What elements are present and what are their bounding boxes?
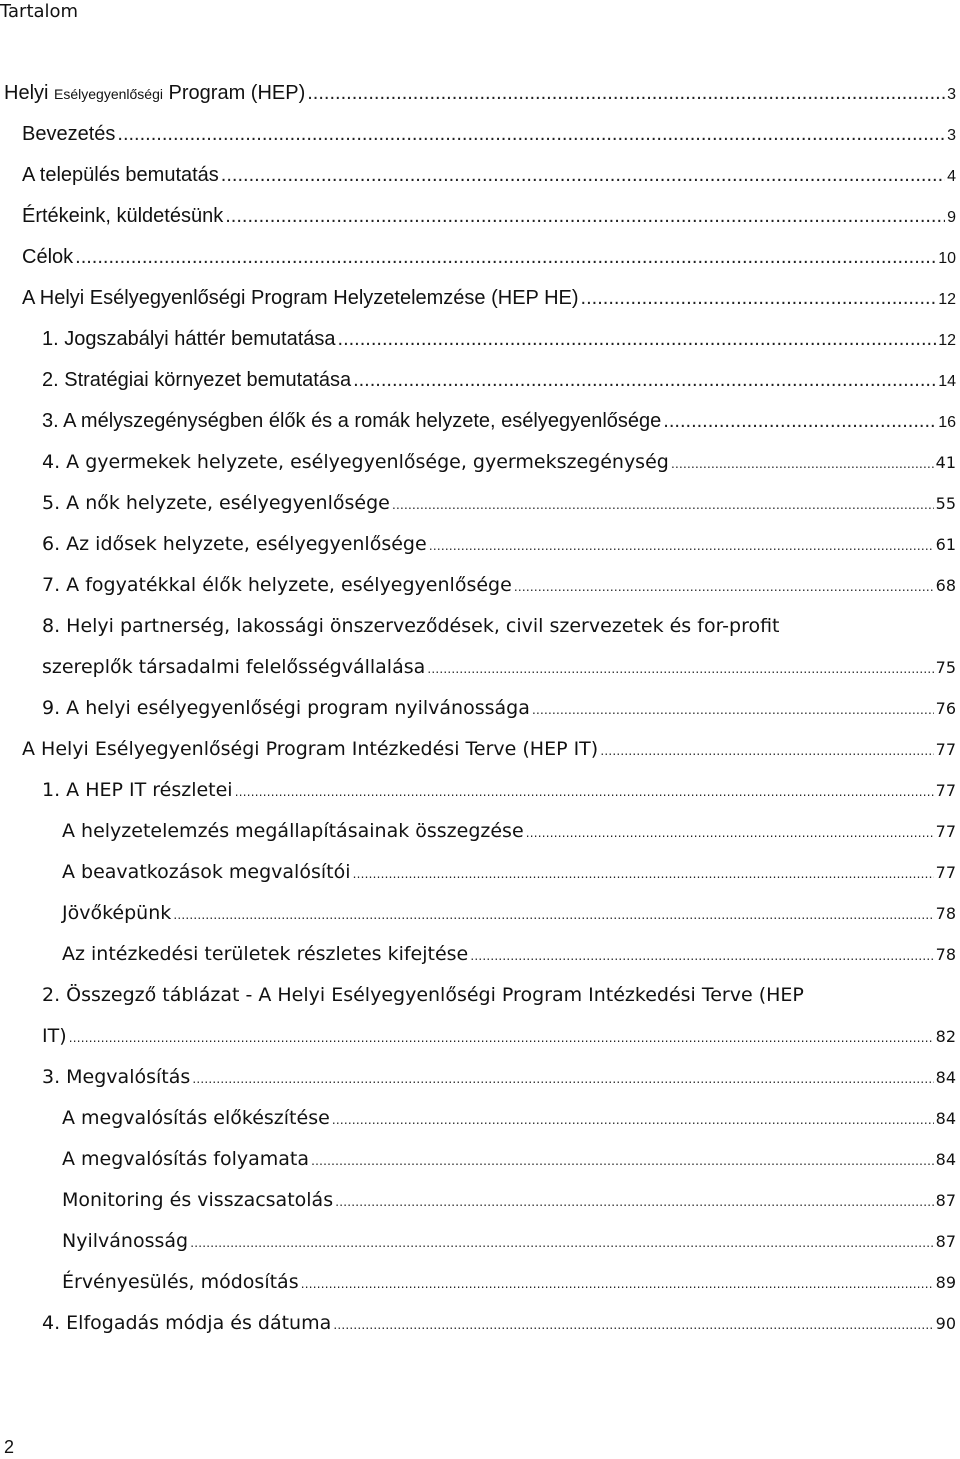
toc-entry-label: A megvalósítás előkészítése xyxy=(62,1107,330,1129)
toc-leader-dots xyxy=(311,1144,934,1176)
toc-entry-label: Bevezetés xyxy=(22,123,116,145)
toc-leader-dots xyxy=(221,160,945,190)
toc-page-number: 78 xyxy=(935,945,956,964)
toc-entry-label: 1. Jogszabályi háttér bemutatása xyxy=(42,328,336,350)
toc-entry[interactable] xyxy=(0,78,960,108)
toc-page-number: 12 xyxy=(938,332,956,349)
toc-leader-dots xyxy=(671,447,934,479)
toc-entry-label: 3. A mélyszegénységben élők és a romák helyzete, esélyegyenlősége xyxy=(42,410,662,432)
toc-page-number: 14 xyxy=(938,373,956,390)
toc-entry-label: Nyilvánosság xyxy=(62,1230,189,1252)
toc-entry-label: 7. A fogyatékkal élők helyzete, esélyegyenlősége xyxy=(42,574,512,596)
toc-page-number: 10 xyxy=(938,250,956,267)
toc-entry[interactable] xyxy=(0,693,960,723)
toc-leader-dots xyxy=(600,734,933,766)
toc-page-number: 87 xyxy=(935,1191,956,1210)
toc-entry[interactable] xyxy=(0,365,960,395)
toc-leader-dots xyxy=(335,1185,934,1217)
toc-leader-dots xyxy=(353,365,936,395)
toc-leader-dots xyxy=(173,898,933,930)
toc-entry[interactable] xyxy=(0,1226,960,1256)
toc-entry[interactable] xyxy=(0,1062,960,1092)
toc-entry[interactable] xyxy=(0,324,960,354)
toc-leader-dots xyxy=(301,1267,934,1299)
toc-entry-label: A Helyi Esélyegyenlőségi Program Helyzetelemzése (HEP HE) xyxy=(22,287,579,309)
toc-entry-label: Jövőképünk xyxy=(62,902,172,924)
toc-leader-dots xyxy=(190,1226,934,1258)
toc-leader-dots xyxy=(333,1308,933,1340)
toc-entry-label: Célok xyxy=(22,246,74,268)
toc-entry[interactable] xyxy=(0,570,960,600)
toc-page-number: 77 xyxy=(935,863,956,882)
toc-entry-label-part: Helyi xyxy=(4,82,55,104)
toc-leader-dots xyxy=(532,693,934,725)
toc-page-number: 77 xyxy=(935,740,956,759)
toc-entry[interactable] xyxy=(0,406,960,436)
toc-entry[interactable] xyxy=(0,1185,960,1215)
toc-entry-label: 4. Elfogadás módja és dátuma xyxy=(42,1312,332,1334)
toc-entry[interactable] xyxy=(0,160,960,190)
toc-leader-dots xyxy=(192,1062,933,1094)
toc-entry-label: 2. Stratégiai környezet bemutatása xyxy=(42,369,352,391)
toc-page-number: 12 xyxy=(938,291,956,308)
toc-leader-dots xyxy=(427,652,933,684)
toc-leader-dots xyxy=(332,1103,934,1135)
toc-page-number: 55 xyxy=(935,494,956,513)
toc-leader-dots xyxy=(235,775,934,807)
toc-page-number: 4 xyxy=(947,168,956,185)
toc-entry-label: A beavatkozások megvalósítói xyxy=(62,861,351,883)
toc-entry-label: 3. Megvalósítás xyxy=(42,1066,191,1088)
page-title: Tartalom xyxy=(0,1,79,22)
toc-entry-label-part: Esélyegyenlőségi xyxy=(54,86,163,102)
toc-leader-dots xyxy=(75,242,936,272)
page-number: 2 xyxy=(4,1437,15,1457)
toc-entry-label: A Helyi Esélyegyenlőségi Program Intézkedési Terve (HEP IT) xyxy=(22,738,599,760)
toc-page-number: 87 xyxy=(935,1232,956,1251)
toc-entry[interactable] xyxy=(0,1144,960,1174)
toc-page-number: 84 xyxy=(935,1109,956,1128)
toc-page-number: 82 xyxy=(935,1027,956,1046)
toc-leader-dots xyxy=(526,816,934,848)
toc-page-number: 9 xyxy=(947,209,956,226)
toc-entry[interactable] xyxy=(0,611,960,683)
toc-entry-label-continued: szereplők társadalmi felelősségvállalása xyxy=(42,656,426,678)
toc-page-number: 41 xyxy=(935,453,956,472)
toc-leader-dots xyxy=(352,857,933,889)
toc-leader-dots xyxy=(514,570,934,602)
toc-leader-dots xyxy=(470,939,933,971)
toc-entry-label: Értékeink, küldetésünk xyxy=(22,205,224,227)
toc-page-number: 84 xyxy=(935,1150,956,1169)
toc-entry-label: 8. Helyi partnerség, lakossági önszerveződések, civil szervezetek és for-profit xyxy=(42,615,780,637)
toc-leader-dots xyxy=(429,529,934,561)
toc-entry[interactable] xyxy=(0,201,960,231)
toc-entry[interactable] xyxy=(0,488,960,518)
toc-entry[interactable] xyxy=(0,734,960,764)
toc-entry-label: 6. Az idősek helyzete, esélyegyenlősége xyxy=(42,533,427,555)
toc-entry[interactable] xyxy=(0,980,960,1052)
toc-page-number: 16 xyxy=(938,414,956,431)
toc-leader-dots xyxy=(307,78,945,108)
toc-entry-label: 4. A gyermekek helyzete, esélyegyenlősége, gyermekszegénység xyxy=(42,451,669,473)
toc-entry[interactable] xyxy=(0,816,960,846)
toc-entry[interactable] xyxy=(0,1308,960,1338)
toc-entry-label-part: Program (HEP) xyxy=(162,82,306,104)
toc-entry[interactable] xyxy=(0,1267,960,1297)
toc-page-number: 77 xyxy=(935,781,956,800)
toc-page-number: 68 xyxy=(935,576,956,595)
toc-leader-dots xyxy=(338,324,937,354)
toc-leader-dots xyxy=(117,119,945,149)
toc-entry-label: Monitoring és visszacsatolás xyxy=(62,1189,334,1211)
toc-entry-label: 1. A HEP IT részletei xyxy=(42,779,233,801)
toc-entry[interactable] xyxy=(0,529,960,559)
toc-leader-dots xyxy=(392,488,934,520)
toc-page-number: 78 xyxy=(935,904,956,923)
toc-page-number: 61 xyxy=(935,535,956,554)
toc-page-number: 76 xyxy=(935,699,956,718)
toc-entry[interactable] xyxy=(0,119,960,149)
toc-entry[interactable] xyxy=(0,283,960,313)
toc-entry[interactable] xyxy=(0,447,960,477)
toc-entry-label xyxy=(4,78,305,109)
toc-entry-label: 2. Összegző táblázat - A Helyi Esélyegyenlőségi Program Intézkedési Terve (HEP xyxy=(42,984,804,1006)
toc-entry-label: Az intézkedési területek részletes kifejtése xyxy=(62,943,469,965)
toc-page-number: 84 xyxy=(935,1068,956,1087)
toc-leader-dots xyxy=(663,406,936,436)
toc-entry-label-continued: IT) xyxy=(42,1025,67,1047)
toc-leader-dots xyxy=(581,283,937,313)
toc-entry[interactable] xyxy=(0,857,960,887)
toc-entry[interactable] xyxy=(0,775,960,805)
toc-entry-label: A megvalósítás folyamata xyxy=(62,1148,310,1170)
toc-entry[interactable] xyxy=(0,1103,960,1133)
toc-leader-dots xyxy=(69,1021,934,1053)
toc-entry[interactable] xyxy=(0,939,960,969)
toc-entry-label: Érvényesülés, módosítás xyxy=(62,1271,299,1293)
toc-page-number: 89 xyxy=(935,1273,956,1292)
toc-entry-label: 5. A nők helyzete, esélyegyenlősége xyxy=(42,492,390,514)
toc-entry[interactable] xyxy=(0,898,960,928)
toc-entry-label: A helyzetelemzés megállapításainak összegzése xyxy=(62,820,524,842)
toc-entry[interactable] xyxy=(0,242,960,272)
toc-entry-label: A település bemutatás xyxy=(22,164,219,186)
toc-leader-dots xyxy=(225,201,945,231)
toc-page-number: 3 xyxy=(947,127,956,144)
toc-page-number: 75 xyxy=(935,658,956,677)
toc-page-number: 3 xyxy=(947,86,956,103)
toc-entry-label: 9. A helyi esélyegyenlőségi program nyilvánossága xyxy=(42,697,530,719)
toc-page-number: 90 xyxy=(935,1314,956,1333)
toc-page-number: 77 xyxy=(935,822,956,841)
